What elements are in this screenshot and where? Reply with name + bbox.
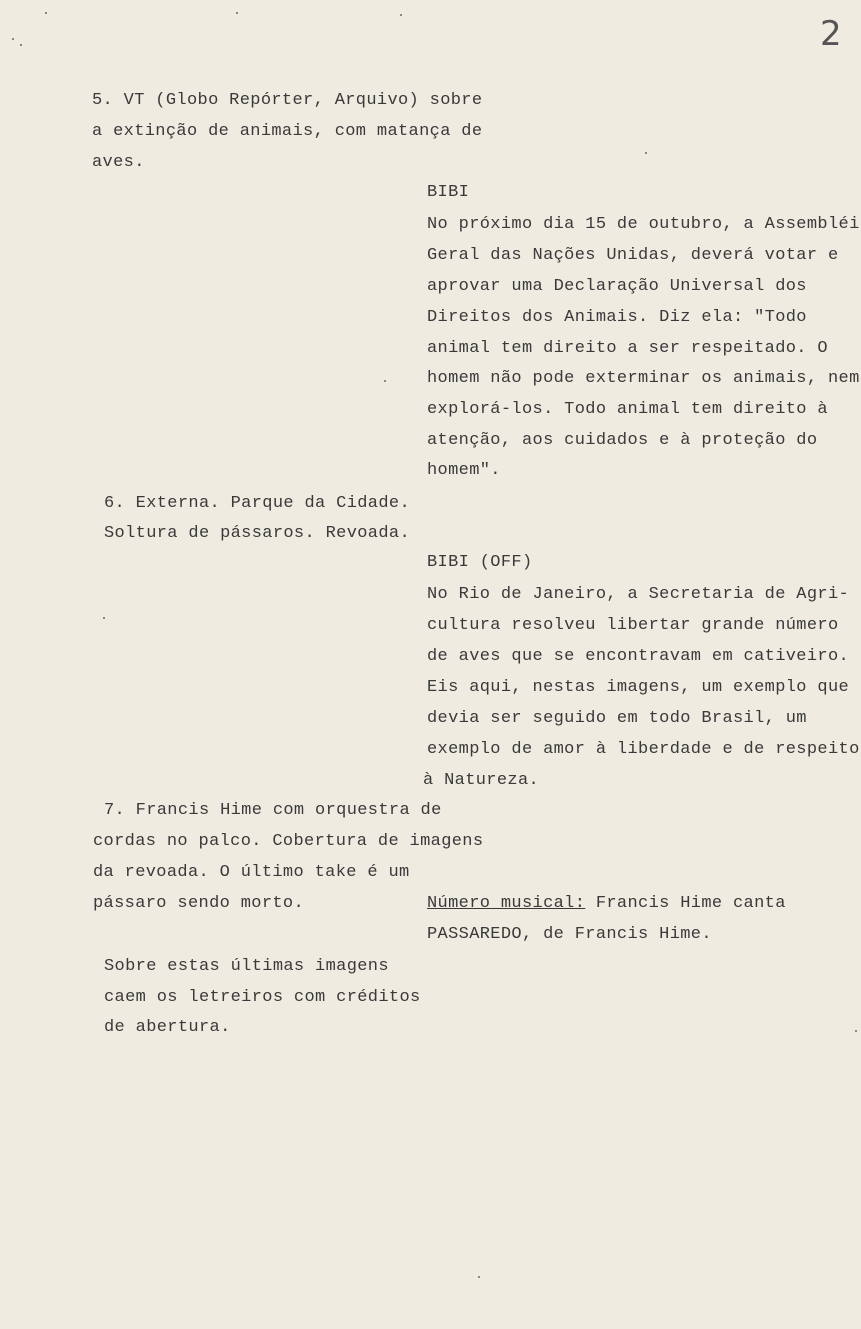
- paper-speck: [45, 12, 47, 14]
- speaker-bibi: BIBI: [427, 183, 470, 202]
- paper-speck: [478, 1276, 480, 1278]
- paper-speck: [400, 14, 402, 16]
- bibi2-line-6: exemplo de amor à liberdade e de respeito: [427, 740, 860, 759]
- musical-number-line-2: PASSAREDO, de Francis Hime.: [427, 925, 712, 944]
- bibi2-line-1: No Rio de Janeiro, a Secretaria de Agri-: [427, 585, 850, 604]
- scene5-line-3: aves.: [92, 153, 145, 172]
- bibi1-line-8: atenção, aos cuidados e à proteção do: [427, 431, 818, 450]
- scene6-line-2: Soltura de pássaros. Revoada.: [104, 524, 410, 543]
- bibi1-line-7: explorá-los. Todo animal tem direito à: [427, 400, 828, 419]
- credits-line-1: Sobre estas últimas imagens: [104, 957, 389, 976]
- bibi2-line-5: devia ser seguido em todo Brasil, um: [427, 709, 807, 728]
- paper-speck: [12, 38, 14, 40]
- bibi2-line-7: à Natureza.: [423, 771, 540, 790]
- scene7-line-4: pássaro sendo morto.: [93, 894, 305, 913]
- bibi1-line-6: homem não pode exterminar os animais, nem: [427, 369, 860, 388]
- musical-number-label: Número musical:: [427, 894, 586, 913]
- credits-line-3: de abertura.: [104, 1018, 231, 1037]
- paper-speck: [384, 380, 386, 382]
- bibi1-line-5: animal tem direito a ser respeitado. O: [427, 339, 828, 358]
- musical-number-line-1: [427, 894, 786, 914]
- paper-speck: [103, 617, 105, 619]
- paper-speck: [20, 44, 22, 46]
- paper-speck: [645, 152, 647, 154]
- scene6-line-1: 6. Externa. Parque da Cidade.: [104, 494, 410, 513]
- scene5-line-2: a extinção de animais, com matança de: [92, 122, 483, 141]
- scene7-line-1: 7. Francis Hime com orquestra de: [104, 801, 442, 820]
- scene5-line-1: 5. VT (Globo Repórter, Arquivo) sobre: [92, 91, 483, 110]
- bibi1-line-9: homem".: [427, 461, 501, 480]
- scene7-line-3: da revoada. O último take é um: [93, 863, 410, 882]
- musical-number-rest: Francis Hime canta: [585, 894, 786, 913]
- bibi1-line-3: aprovar uma Declaração Universal dos: [427, 277, 807, 296]
- bibi2-line-2: cultura resolveu libertar grande número: [427, 616, 839, 635]
- bibi1-line-1: No próximo dia 15 de outubro, a Assembléi: [427, 215, 860, 234]
- paper-speck: [236, 12, 238, 14]
- paper-speck: [855, 1030, 857, 1032]
- credits-line-2: caem os letreiros com créditos: [104, 988, 421, 1007]
- bibi2-line-3: de aves que se encontravam em cativeiro.: [427, 647, 850, 666]
- scene7-line-2: cordas no palco. Cobertura de imagens: [93, 832, 484, 851]
- bibi2-line-4: Eis aqui, nestas imagens, um exemplo que: [427, 678, 850, 697]
- page-number: 2: [820, 14, 842, 54]
- speaker-bibi-off: BIBI (OFF): [427, 553, 533, 572]
- bibi1-line-2: Geral das Nações Unidas, deverá votar e: [427, 246, 839, 265]
- bibi1-line-4: Direitos dos Animais. Diz ela: "Todo: [427, 308, 807, 327]
